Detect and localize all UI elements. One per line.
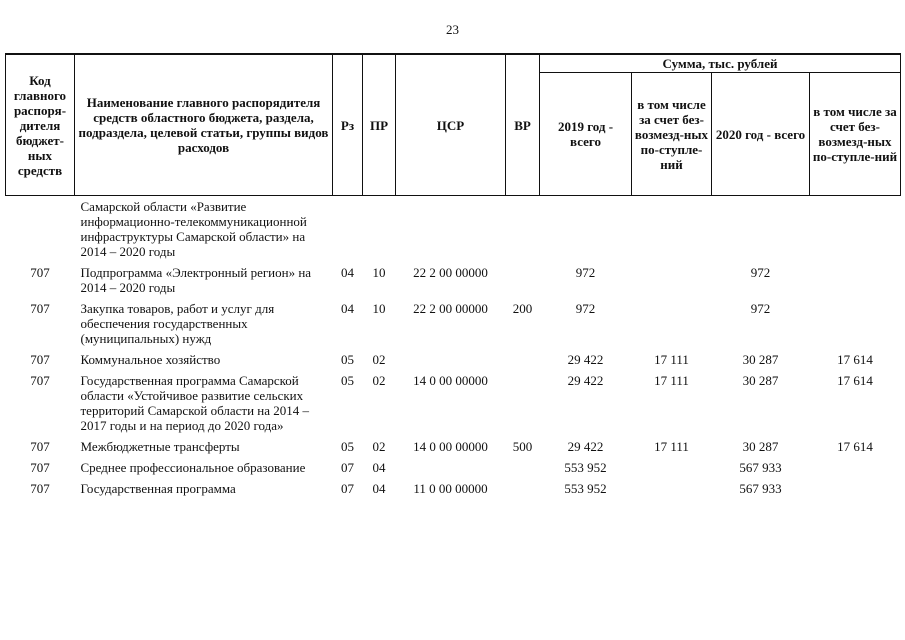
header-total-2019: 2019 год - всего bbox=[540, 73, 632, 196]
header-name: Наименование главного распорядителя средств областного бюджета, раздела, подраздела, целевой статьи, группы видов расходов bbox=[75, 54, 333, 196]
cell-vr: 500 bbox=[512, 439, 533, 454]
page-number: 23 bbox=[446, 22, 459, 37]
cell-gratuitous-2020: 17 614 bbox=[837, 439, 873, 454]
header-gratuitous-2020: в том числе за счет без-возмезд-ных по-ступле-ний bbox=[810, 73, 901, 196]
cell-vr bbox=[506, 457, 540, 478]
cell-vr bbox=[506, 262, 540, 298]
table-row bbox=[6, 478, 901, 499]
cell-gratuitous-2020 bbox=[810, 262, 901, 298]
cell-gratuitous-2019 bbox=[632, 457, 712, 478]
cell-vr bbox=[506, 196, 540, 263]
cell-total-2020: 972 bbox=[750, 301, 771, 316]
cell-gratuitous-2019: 17 111 bbox=[654, 439, 689, 454]
cell-csr bbox=[396, 349, 506, 370]
header-rz: Рз bbox=[333, 54, 363, 196]
table-row bbox=[6, 298, 901, 349]
header-gratuitous-2019: в том числе за счет без-возмезд-ных по-ступле-ний bbox=[632, 73, 712, 196]
header-sum-group: Сумма, тыс. рублей bbox=[540, 54, 901, 73]
cell-code: 707 bbox=[30, 439, 50, 454]
cell-total-2020: 972 bbox=[750, 265, 771, 280]
cell-pr: 10 bbox=[372, 265, 386, 280]
cell-csr bbox=[396, 457, 506, 478]
budget-table bbox=[5, 53, 901, 499]
cell-gratuitous-2020: 17 614 bbox=[837, 352, 873, 367]
cell-total-2019: 29 422 bbox=[567, 373, 604, 388]
cell-code: 707 bbox=[30, 265, 50, 280]
cell-total-2019 bbox=[540, 196, 632, 263]
cell-gratuitous-2019 bbox=[632, 298, 712, 349]
cell-vr bbox=[506, 478, 540, 499]
cell-gratuitous-2019 bbox=[632, 262, 712, 298]
cell-gratuitous-2020 bbox=[810, 457, 901, 478]
cell-csr: 11 0 00 00000 bbox=[413, 481, 488, 496]
cell-total-2019: 29 422 bbox=[567, 352, 604, 367]
cell-rz: 05 bbox=[341, 439, 354, 454]
cell-code: 707 bbox=[30, 373, 50, 388]
header-pr: ПР bbox=[363, 54, 396, 196]
cell-total-2020: 567 933 bbox=[739, 460, 782, 475]
cell-gratuitous-2019: 17 111 bbox=[654, 352, 689, 367]
cell-total-2019: 972 bbox=[575, 301, 596, 316]
cell-pr: 10 bbox=[372, 301, 386, 316]
cell-name: Подпрограмма «Электронный регион» на 2014 – 2020 годы bbox=[80, 265, 312, 295]
cell-vr: 200 bbox=[512, 301, 533, 316]
cell-pr bbox=[363, 196, 396, 263]
cell-gratuitous-2019 bbox=[632, 196, 712, 263]
table-row bbox=[6, 436, 901, 457]
cell-total-2019: 972 bbox=[575, 265, 596, 280]
cell-csr: 14 0 00 00000 bbox=[413, 439, 488, 454]
header-code: Код главного распоря-дителя бюджет-ных средств bbox=[6, 54, 75, 196]
table-row bbox=[6, 262, 901, 298]
cell-code bbox=[6, 196, 75, 263]
cell-rz: 04 bbox=[341, 265, 354, 280]
cell-rz: 05 bbox=[341, 352, 354, 367]
cell-gratuitous-2020: 17 614 bbox=[837, 373, 873, 388]
cell-code: 707 bbox=[30, 301, 50, 316]
cell-name: Среднее профессиональное образование bbox=[80, 460, 306, 475]
cell-rz bbox=[333, 196, 363, 263]
cell-rz: 04 bbox=[341, 301, 354, 316]
cell-name: Государственная программа bbox=[80, 481, 236, 496]
cell-csr: 22 2 00 00000 bbox=[413, 265, 488, 280]
cell-name: Самарской области «Развитие информационно-телекоммуникационной инфраструктуры Самарской области» на 2014 – 2020 годы bbox=[80, 199, 307, 259]
cell-name: Государственная программа Самарской области «Устойчивое развитие сельских территорий Самарской области на 2014 – 2017 годы и на период до 2020 года» bbox=[80, 373, 309, 433]
cell-code: 707 bbox=[30, 352, 50, 367]
cell-rz: 07 bbox=[341, 460, 354, 475]
cell-total-2020: 30 287 bbox=[742, 439, 779, 454]
cell-gratuitous-2020 bbox=[810, 478, 901, 499]
cell-gratuitous-2019: 17 111 bbox=[654, 373, 689, 388]
cell-pr: 02 bbox=[372, 352, 386, 367]
cell-total-2019: 553 952 bbox=[564, 481, 607, 496]
cell-pr: 02 bbox=[372, 439, 386, 454]
cell-name: Закупка товаров, работ и услуг для обеспечения государственных (муниципальных) нужд bbox=[80, 301, 275, 346]
header-csr: ЦСР bbox=[396, 54, 506, 196]
cell-rz: 07 bbox=[341, 481, 354, 496]
cell-pr: 04 bbox=[372, 481, 386, 496]
cell-vr bbox=[506, 349, 540, 370]
cell-csr: 22 2 00 00000 bbox=[413, 301, 488, 316]
table-row bbox=[6, 370, 901, 436]
cell-gratuitous-2020 bbox=[810, 196, 901, 263]
cell-total-2020: 30 287 bbox=[742, 352, 779, 367]
table-row bbox=[6, 349, 901, 370]
cell-total-2020: 30 287 bbox=[742, 373, 779, 388]
cell-name: Межбюджетные трансферты bbox=[80, 439, 240, 454]
cell-total-2019: 29 422 bbox=[567, 439, 604, 454]
table-row bbox=[6, 457, 901, 478]
cell-total-2020 bbox=[712, 196, 810, 263]
cell-gratuitous-2020 bbox=[810, 298, 901, 349]
header-vr: ВР bbox=[506, 54, 540, 196]
cell-csr bbox=[396, 196, 506, 263]
header-total-2020: 2020 год - всего bbox=[712, 73, 810, 196]
cell-total-2020: 567 933 bbox=[739, 481, 782, 496]
cell-vr bbox=[506, 370, 540, 436]
cell-code: 707 bbox=[30, 460, 50, 475]
cell-pr: 02 bbox=[372, 373, 386, 388]
cell-pr: 04 bbox=[372, 460, 386, 475]
table-row bbox=[6, 196, 901, 263]
cell-name: Коммунальное хозяйство bbox=[80, 352, 221, 367]
cell-rz: 05 bbox=[341, 373, 354, 388]
cell-total-2019: 553 952 bbox=[564, 460, 607, 475]
cell-gratuitous-2019 bbox=[632, 478, 712, 499]
cell-code: 707 bbox=[30, 481, 50, 496]
cell-csr: 14 0 00 00000 bbox=[413, 373, 488, 388]
